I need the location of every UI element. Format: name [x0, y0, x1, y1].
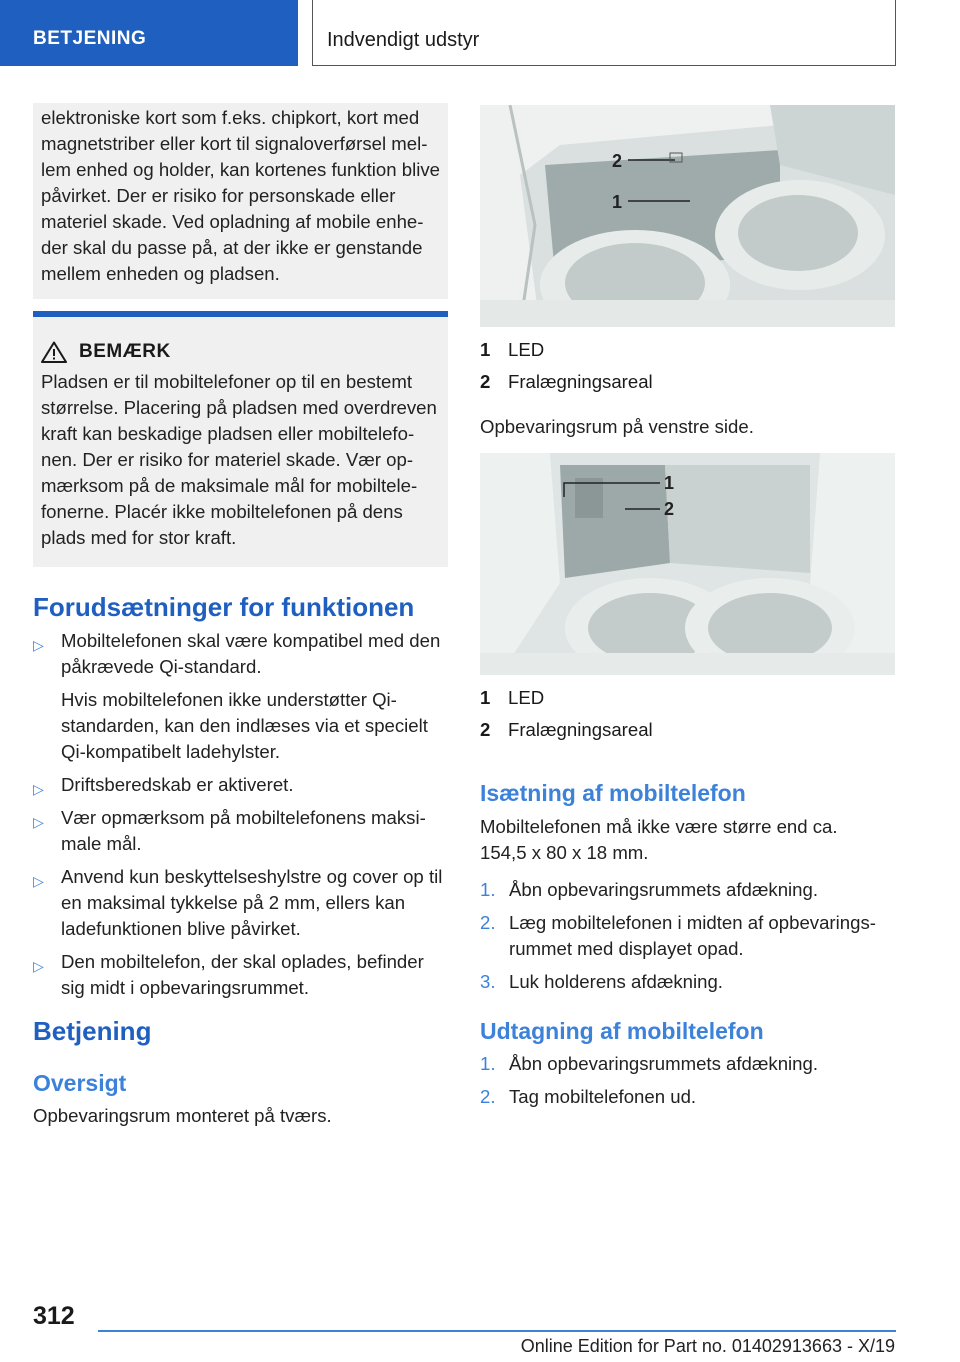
list-item-text: Vær opmærksom på mobiltelefonens maksimale mål. [61, 807, 426, 854]
legend-number: 1 [480, 687, 491, 708]
legend-text: LED [508, 339, 545, 360]
overview-text: Opbevaringsrum monteret på tværs. [33, 1105, 332, 1126]
figure-storage-left-side-drawing [480, 453, 895, 675]
list-item-subtext: Hvis mobiltelefonen ikke understøtter Qi-standarden, kan den indlæses via et specielt Qi-kompatibelt ladehylster. [61, 689, 428, 762]
step-item [480, 1084, 895, 1110]
step-number: 1. [480, 1053, 496, 1074]
insert-heading: Isætning af mobiltelefon [480, 780, 746, 806]
list-item [33, 805, 448, 857]
step-text: Luk holderens afdækning. [509, 971, 723, 992]
list-item-text: Driftsberedskab er aktiveret. [61, 774, 294, 795]
triangle-bullet-icon: ▷ [33, 873, 44, 889]
step-item [480, 877, 895, 903]
list-item [33, 772, 448, 798]
overview-heading: Oversigt [33, 1070, 127, 1096]
figure-label-2: 2 [612, 151, 623, 171]
remove-steps [480, 1051, 895, 1117]
legend-item [480, 682, 895, 714]
figure-storage-left-side [480, 453, 895, 675]
legend-text: LED [508, 687, 545, 708]
list-item [33, 628, 448, 765]
insert-text: Mobiltelefonen må ikke være større end ca. 154,5 x 80 x 18 mm. [480, 816, 838, 863]
triangle-bullet-icon: ▷ [33, 958, 44, 974]
step-number: 1. [480, 879, 496, 900]
legend-number: 2 [480, 719, 491, 740]
step-number: 2. [480, 1086, 496, 1107]
operation-heading: Betjening [33, 1016, 152, 1046]
note-header [41, 341, 440, 363]
legend-number: 2 [480, 371, 491, 392]
note-text: Pladsen er til mobiltelefoner op til en bestemt størrelse. Placering på pladsen med overdreven kraft kan beskadige pladsen eller mobiltelefonen. Der er risiko for materiel skade. Vær opmærksom på de maksimale mål for mobiltelefonerne. Placér ikke mobiltelefonen på dens plads med for stor kraft. [41, 371, 437, 548]
triangle-bullet-icon: ▷ [33, 637, 44, 653]
page-number: 312 [33, 1302, 75, 1330]
step-number: 3. [480, 971, 496, 992]
list-item-text: Anvend kun beskyttelseshylstre og cover op til en maksimal tykkelse på 2 mm, ellers kan ladefunktionen blive påvirket. [61, 866, 443, 939]
insert-steps [480, 877, 895, 1002]
footer-divider [98, 1330, 896, 1332]
step-text: Åbn opbevaringsrummets afdækning. [509, 1053, 819, 1074]
step-text: Åbn opbevaringsrummets afdækning. [509, 879, 819, 900]
list-item-text: Den mobiltelefon, der skal oplades, befinder sig midt i opbevaringsrummet. [61, 951, 424, 998]
step-item [480, 1051, 895, 1077]
triangle-bullet-icon: ▷ [33, 814, 44, 830]
warning-continuation-box [33, 103, 448, 299]
header-section-tab [0, 0, 298, 66]
step-number: 2. [480, 912, 496, 933]
legend-number: 1 [480, 339, 491, 360]
warning-triangle-icon [41, 341, 67, 363]
figure1-legend [480, 334, 895, 398]
list-item-text: Mobiltelefonen skal være kompatibel med den påkrævede Qi-standard. [61, 630, 441, 677]
figure2-legend [480, 682, 895, 746]
prereq-heading: Forudsætninger for funktionen [33, 592, 415, 622]
figure-storage-transverse-drawing [480, 105, 895, 327]
legend-text: Fralægningsareal [508, 719, 653, 740]
header-chapter-label: Indvendigt udstyr [327, 29, 480, 51]
header-chapter-box [312, 0, 896, 66]
figure-label-1: 1 [612, 192, 623, 212]
step-item [480, 910, 895, 962]
legend-item [480, 366, 895, 398]
left-side-text: Opbevaringsrum på venstre side. [480, 416, 754, 437]
prereq-list [33, 628, 448, 1008]
list-item [33, 949, 448, 1001]
step-text: Tag mobiltelefonen ud. [509, 1086, 697, 1107]
step-text: Læg mobiltelefonen i midten af opbevaringsrummet med displayet opad. [509, 912, 876, 959]
triangle-bullet-icon: ▷ [33, 781, 44, 797]
list-item [33, 864, 448, 942]
step-item [480, 969, 895, 995]
remove-heading: Udtagning af mobiltelefon [480, 1018, 764, 1044]
warning-continuation-text: elektroniske kort som f.eks. chipkort, kort med magnetstriber eller kort til signaloverførsel mellem enhed og holder, kan kortenes funktion blive påvirket. Der er risiko for personskade eller materiel skade. Ved opladning af mobile enheder skal du passe på, at der ikke er genstande mellem enheden og pladsen. [41, 107, 440, 284]
figure-label-1: 1 [664, 473, 675, 493]
legend-text: Fralægningsareal [508, 371, 653, 392]
legend-item [480, 714, 895, 746]
header-section-label: BETJENING [33, 28, 147, 49]
note-title: BEMÆRK [79, 341, 171, 362]
footer-edition: Online Edition for Part no. 01402913663 - X/19 [520, 1336, 895, 1356]
figure-label-2: 2 [664, 499, 675, 519]
legend-item [480, 334, 895, 366]
figure-storage-transverse [480, 105, 895, 327]
note-box [33, 311, 448, 567]
